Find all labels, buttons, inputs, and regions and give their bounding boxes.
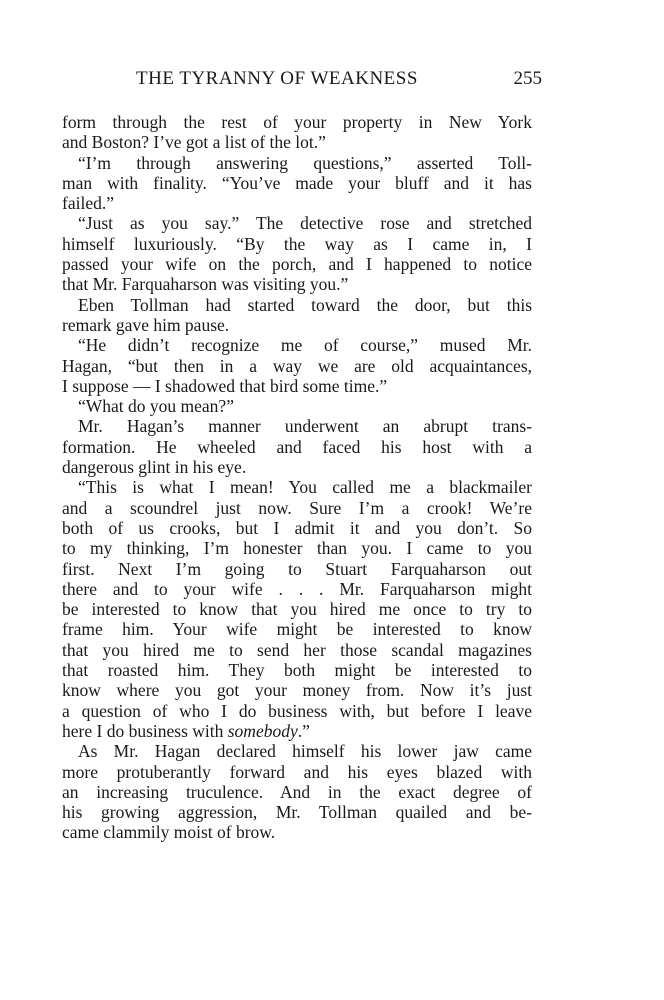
text-line: Eben Tollman had started toward the door, but this [78,294,532,315]
text-line: passed your wife on the porch, and I happened to notice [62,254,532,275]
text-line: that you hired me to send her those scandal magazines [62,639,532,660]
text-line: came clammily moist of brow. [62,822,276,843]
text-line: more protuberantly forward and his eyes blazed with [62,761,532,782]
text-line: failed.” [62,193,114,214]
text-line: I suppose — I shadowed that bird some time.” [62,375,388,396]
text-line: and a scoundrel just now. Sure I’m a crook! We’re [62,497,532,518]
text-line: remark gave him pause. [62,314,230,335]
text-line: know where you got your money from. Now it’s just [62,680,532,701]
running-head [62,68,542,96]
page-number: 255 [513,68,542,89]
text-line: there and to your wife . . . Mr. Farquaharson might [62,578,532,599]
text-line: himself luxuriously. “By the way as I came in, I [62,233,532,254]
text-line: an increasing truculence. And in the exact degree of [62,781,532,802]
text-line: “He didn’t recognize me of course,” mused Mr. [78,335,532,356]
text-line: a question of who I do business with, but before I leave [62,700,532,721]
body-text [62,112,532,843]
running-title: THE TYRANNY OF WEAKNESS [136,68,418,89]
text-line: “This is what I mean! You called me a blackmailer [78,477,532,498]
text-line: “I’m through answering questions,” asserted Toll- [78,152,532,173]
text-line: first. Next I’m going to Stuart Farquaharson out [62,558,532,579]
text-line: dangerous glint in his eye. [62,457,247,478]
text-line: frame him. Your wife might be interested to know [62,619,532,640]
text-line: be interested to know that you hired me once to try to [62,599,532,620]
text-line: that roasted him. They both might be interested to [62,660,532,681]
text-line: Mr. Hagan’s manner underwent an abrupt trans- [78,416,532,437]
text-line: to my thinking, I’m honester than you. I came to you [62,538,532,559]
text-line: “Just as you say.” The detective rose and stretched [78,213,532,234]
text-line: “What do you mean?” [78,396,234,417]
text-line: both of us crooks, but I admit it and you don’t. So [62,517,532,538]
text-line: form through the rest of your property in New York [62,112,532,132]
emphasis-text: somebody [227,720,298,741]
text-line: here I do business with somebody.” [62,720,310,741]
text-line: man with finality. “You’ve made your bluff and it has [62,172,532,193]
text-line: formation. He wheeled and faced his host with a [62,436,532,457]
text-line: that Mr. Farquaharson was visiting you.” [62,274,349,295]
text-line: As Mr. Hagan declared himself his lower jaw came [78,741,532,762]
text-line: and Boston? I’ve got a list of the lot.” [62,132,326,153]
text-line: his growing aggression, Mr. Tollman quailed and be- [62,802,532,823]
text-line: Hagan, “but then in a way we are old acquaintances, [62,355,532,376]
